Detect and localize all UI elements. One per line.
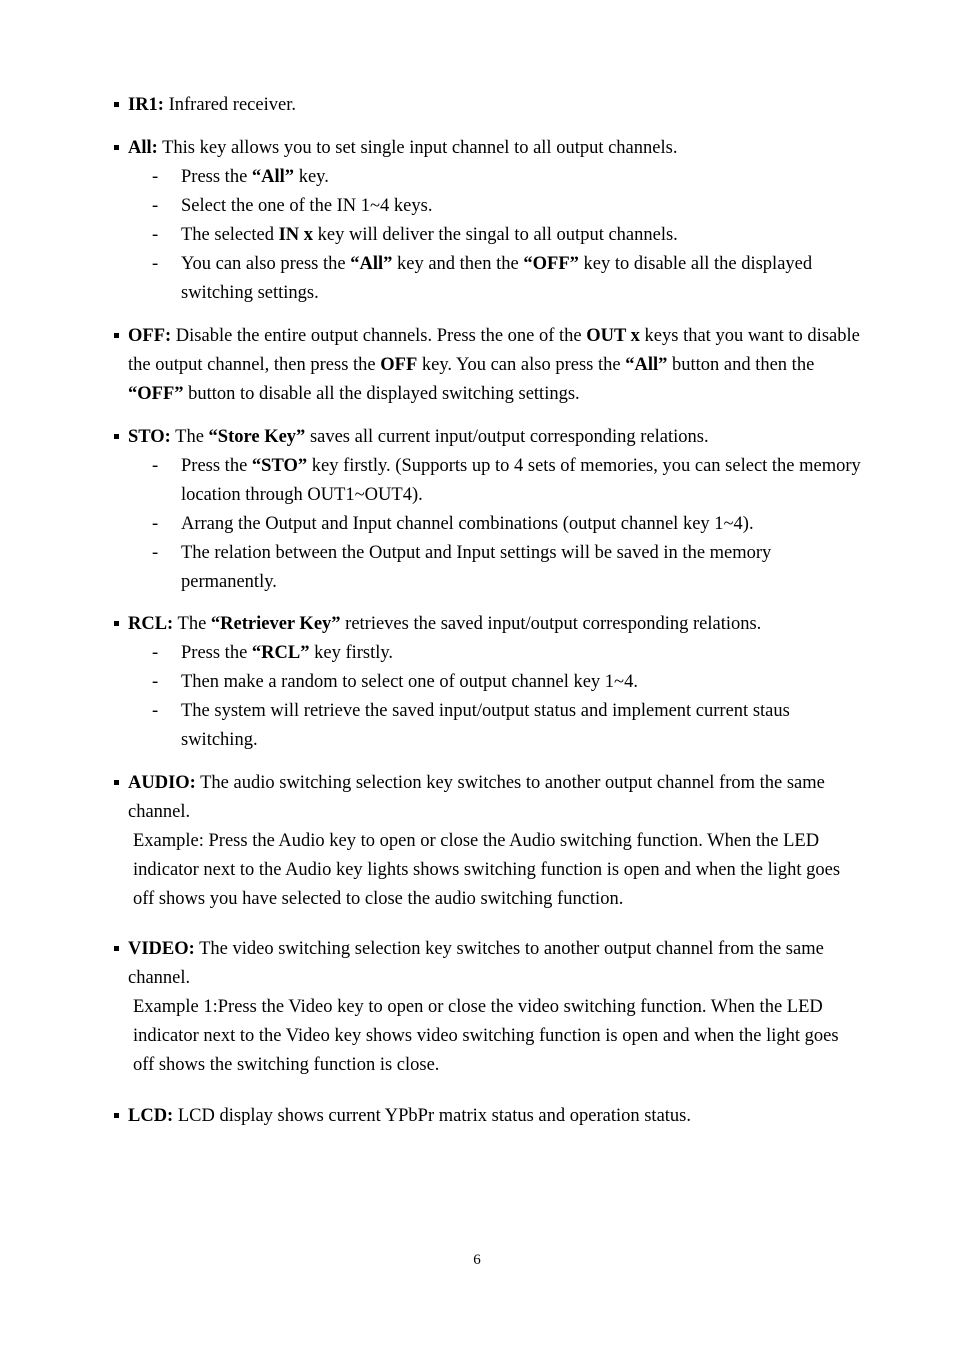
term-label: RCL: bbox=[128, 614, 174, 634]
section-video bbox=[114, 935, 864, 1080]
dash-icon: - bbox=[152, 196, 159, 216]
term-label: All: bbox=[128, 138, 158, 158]
bullet-square-icon bbox=[114, 333, 119, 338]
term-description: The video switching selection key switches to another output channel from the same channel. bbox=[128, 939, 824, 988]
list-item: - Press the “RCL” key firstly. bbox=[114, 639, 864, 668]
section-rcl bbox=[114, 610, 864, 755]
dash-icon: - bbox=[152, 701, 159, 721]
term-description: The audio switching selection key switches to another output channel from the same channel. bbox=[128, 773, 825, 822]
dash-icon: - bbox=[152, 514, 159, 534]
dash-icon: - bbox=[152, 254, 159, 274]
dash-icon: - bbox=[152, 456, 159, 476]
term-label: AUDIO: bbox=[128, 773, 196, 793]
step-list bbox=[114, 452, 864, 597]
section-all bbox=[114, 134, 864, 308]
section-heading bbox=[114, 769, 864, 827]
list-item: - Press the “STO” key firstly. (Supports up to 4 sets of memories, you can select the memory location through OUT1~OUT4). bbox=[114, 452, 864, 510]
dash-icon: - bbox=[152, 672, 159, 692]
section-audio bbox=[114, 769, 864, 914]
section-off bbox=[114, 322, 864, 409]
list-item: - Then make a random to select one of output channel key 1~4. bbox=[114, 668, 864, 697]
term-label: VIDEO: bbox=[128, 939, 195, 959]
section-heading: OFF: Disable the entire output channels. Press the one of the OUT x keys that you want to disable the output channel, then press the OFF key. You can also press the “All” button and then the “OFF” button to disable all the displayed switching settings. bbox=[114, 322, 864, 409]
page-number: 6 bbox=[473, 1252, 481, 1268]
term-label: LCD: bbox=[128, 1106, 174, 1126]
step-list bbox=[114, 639, 864, 755]
dash-icon: - bbox=[152, 167, 159, 187]
section-heading: STO: The “Store Key” saves all current input/output corresponding relations. bbox=[114, 423, 864, 452]
section-heading bbox=[114, 935, 864, 993]
list-item: - Press the “All” key. bbox=[114, 163, 864, 192]
bullet-square-icon bbox=[114, 946, 119, 951]
bullet-square-icon bbox=[114, 621, 119, 626]
section-heading bbox=[114, 91, 864, 120]
term-description: Infrared receiver. bbox=[163, 95, 296, 115]
term-description: LCD display shows current YPbPr matrix status and operation status. bbox=[173, 1106, 691, 1126]
dash-icon: - bbox=[152, 543, 159, 563]
section-sto bbox=[114, 423, 864, 597]
list-item: - Select the one of the IN 1~4 keys. bbox=[114, 192, 864, 221]
section-heading bbox=[114, 1102, 864, 1131]
bullet-square-icon bbox=[114, 1113, 119, 1118]
section-lcd bbox=[114, 1102, 864, 1131]
bullet-square-icon bbox=[114, 780, 119, 785]
term-description: This key allows you to set single input channel to all output channels. bbox=[157, 138, 678, 158]
list-item: - You can also press the “All” key and then the “OFF” key to disable all the displayed switching settings. bbox=[114, 250, 864, 308]
list-item: - The system will retrieve the saved input/output status and implement current staus switching. bbox=[114, 697, 864, 755]
dash-icon: - bbox=[152, 643, 159, 663]
section-heading bbox=[114, 134, 864, 163]
example-paragraph: Example 1:Press the Video key to open or close the video switching function. When the LED indicator next to the Video key shows video switching function is open and when the light goes off shows the switching function is close. bbox=[133, 997, 839, 1075]
list-item: - The selected IN x key will deliver the singal to all output channels. bbox=[114, 221, 864, 250]
bullet-square-icon bbox=[114, 102, 119, 107]
section-ir1 bbox=[114, 91, 864, 120]
term-label: STO: bbox=[128, 427, 171, 447]
bullet-square-icon bbox=[114, 434, 119, 439]
term-label: OFF: bbox=[128, 326, 172, 346]
dash-icon: - bbox=[152, 225, 159, 245]
section-heading: RCL: The “Retriever Key” retrieves the saved input/output corresponding relations. bbox=[114, 610, 864, 639]
term-label: IR1: bbox=[128, 95, 164, 115]
list-item: - Arrang the Output and Input channel combinations (output channel key 1~4). bbox=[114, 510, 864, 539]
step-list bbox=[114, 163, 864, 308]
bullet-square-icon bbox=[114, 145, 119, 150]
example-paragraph: Example: Press the Audio key to open or close the Audio switching function. When the LED indicator next to the Audio key lights shows switching function is open and when the light goes off shows you have selected to close the audio switching function. bbox=[133, 831, 841, 909]
list-item: - The relation between the Output and Input settings will be saved in the memory permanently. bbox=[114, 539, 864, 597]
